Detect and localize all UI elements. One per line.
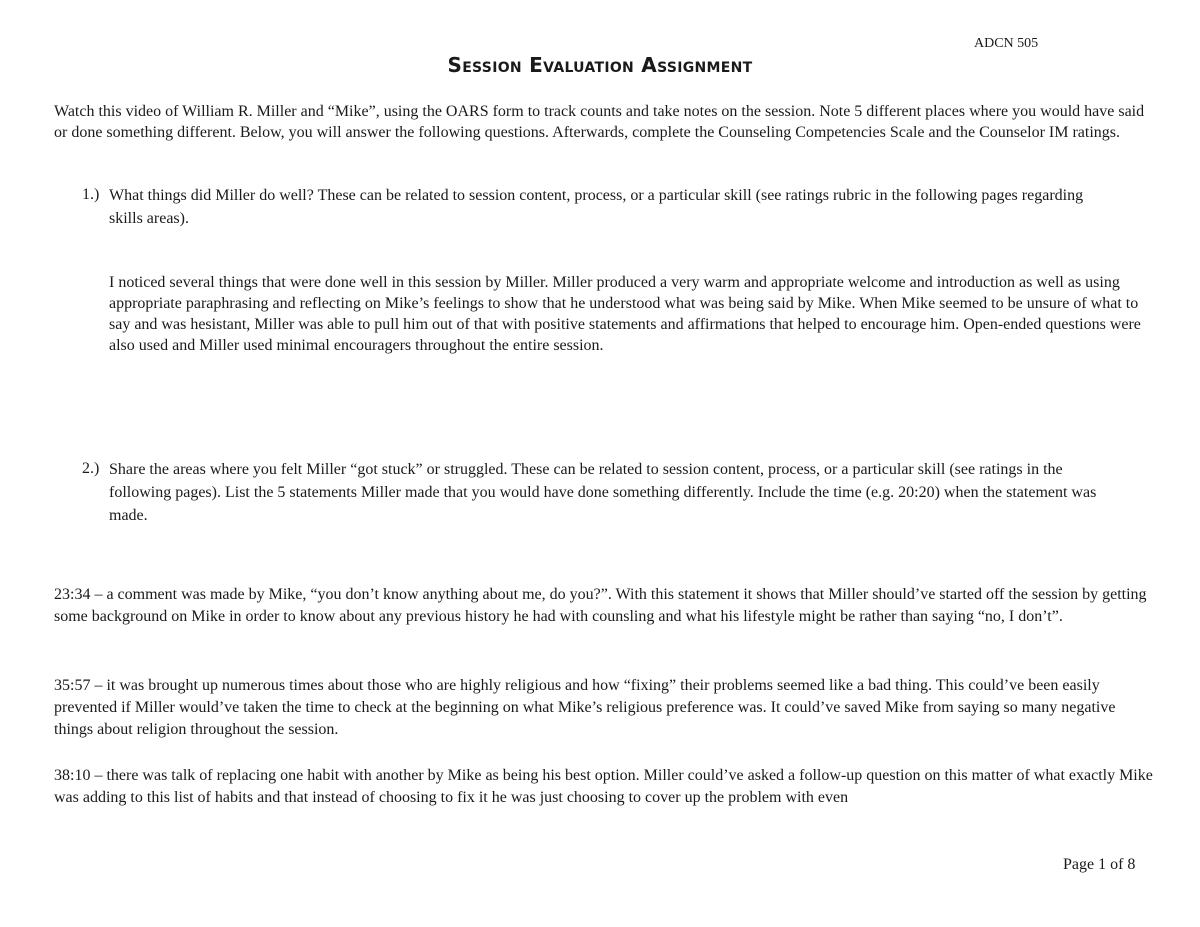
document-title: Session Evaluation Assignment (447, 53, 753, 77)
question-text: Share the areas where you felt Miller “got stuck” or struggled. These can be related to session content, process, or a particular skill (see ratings in the following pages). List the 5 statements Miller made that you would have done something differently. Include the time (e.g. 20:20) when the statement was made. (109, 461, 1097, 524)
answer-2-paragraph-2: 35:57 – it was brought up numerous times about those who are highly religious and how “fixing” their problems seemed like a bad thing. This could’ve been easily prevented if Miller would’ve taken the time to check at the beginning on what Mike’s religious preference was. It could’ve saved Mike from saying so many negative things about religion throughout the session. (54, 677, 1116, 738)
course-code: ADCN 505 (974, 36, 1039, 51)
question-number: 2.) (82, 460, 100, 477)
answer-2-paragraph-3: 38:10 – there was talk of replacing one habit with another by Mike as being his best option. Miller could’ve asked a follow-up question on this matter of what exactly Mike was adding to this list of habits and that instead of choosing to fix it he was just choosing to cover up the problem with even (54, 767, 1153, 806)
question-1 (82, 184, 1112, 230)
answer-1-paragraph: I noticed several things that were done well in this session by Miller. Miller produced a very warm and appropriate welcome and introduction as well as using appropriate paraphrasing and reflecting on Mike’s feelings to show that he understood what was being said by Mike. When Mike seemed to be unsure of what to say and was hesistant, Miller was able to pull him out of that with positive statements and affirmations that helped to encourage him. Open-ended questions were also used and Miller used minimal encouragers throughout the entire session. (109, 274, 1141, 354)
page-number: Page 1 of 8 (1063, 856, 1136, 873)
question-text: What things did Miller do well? These can be related to session content, process, or a particular skill (see ratings rubric in the following pages regarding skills areas). (109, 187, 1084, 227)
answer-2-paragraph-1: 23:34 – a comment was made by Mike, “you don’t know anything about me, do you?”. With this statement it shows that Miller should’ve started off the session by getting some background on Mike in order to know about any previous history he had with counsling and what his lifestyle might be rather than saying “no, I don’t”. (54, 586, 1147, 625)
intro-paragraph: Watch this video of William R. Miller and “Mike”, using the OARS form to track counts and take notes on the session. Note 5 different places where you would have said or done something different. Below, you will answer the following questions. Afterwards, complete the Counseling Competencies Scale and the Counselor IM ratings. (54, 103, 1145, 141)
question-number: 1.) (82, 186, 100, 203)
question-2 (82, 458, 1112, 527)
